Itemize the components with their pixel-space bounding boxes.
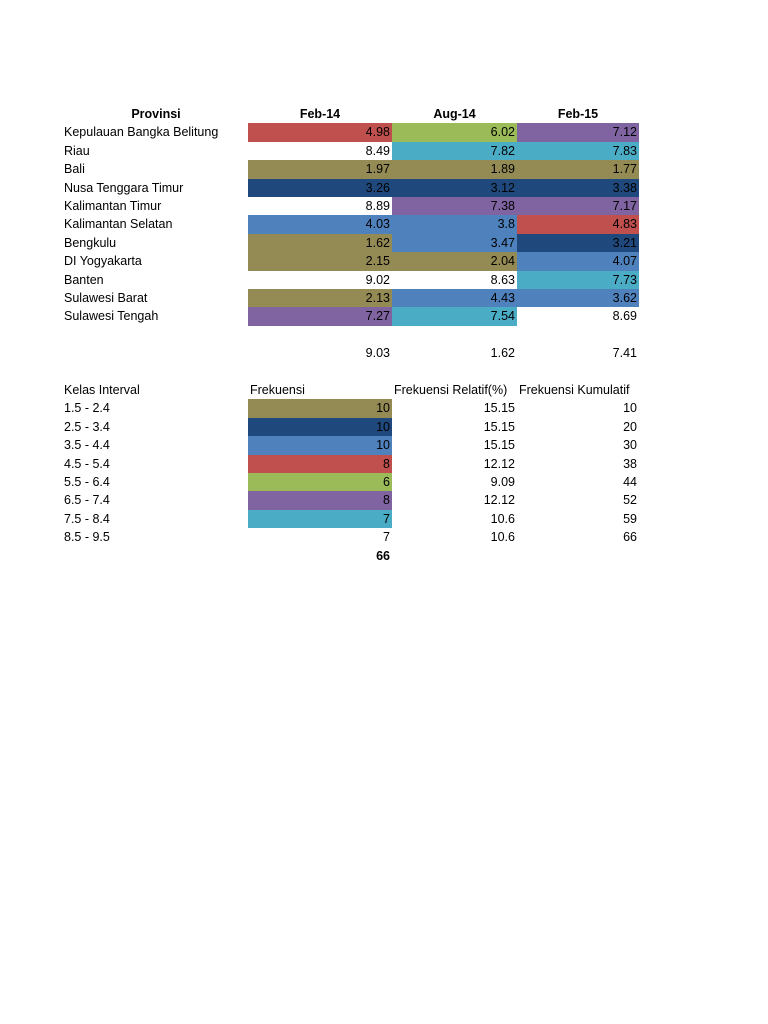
value-feb14: 4.03 bbox=[248, 215, 392, 233]
relative-frequency-value: 9.09 bbox=[490, 474, 515, 489]
value-aug14: 7.82 bbox=[392, 142, 517, 160]
value-feb15: 7.12 bbox=[517, 123, 639, 141]
value-aug14: 3.47 bbox=[392, 234, 517, 252]
value-feb14: 1.97 bbox=[248, 160, 392, 178]
province-name: Banten bbox=[64, 272, 104, 287]
province-name: Bali bbox=[64, 162, 85, 177]
value-feb14: 8.49 bbox=[365, 143, 390, 158]
header-frekuensi-kumulatif: Frekuensi Kumulatif bbox=[519, 383, 630, 397]
value-feb14: 2.15 bbox=[248, 252, 392, 270]
frequency-value: 7 bbox=[383, 530, 390, 545]
value-feb14: 1.62 bbox=[248, 234, 392, 252]
value-feb15: 3.21 bbox=[517, 234, 639, 252]
province-name: Kalimantan Timur bbox=[64, 198, 162, 213]
summary-label bbox=[62, 344, 248, 362]
header-frekuensi: Frekuensi bbox=[250, 383, 305, 397]
value-aug14: 1.89 bbox=[392, 160, 517, 178]
value-feb15: 7.73 bbox=[517, 271, 639, 289]
summary-feb15: 7.41 bbox=[612, 346, 637, 361]
value-feb15: 8.69 bbox=[612, 309, 637, 324]
frequency-value: 10 bbox=[248, 418, 392, 436]
interval-label: 4.5 - 5.4 bbox=[64, 456, 110, 471]
cumulative-frequency-value: 30 bbox=[623, 438, 637, 453]
frequency-value: 8 bbox=[248, 491, 392, 509]
interval-label: 8.5 - 9.5 bbox=[64, 530, 110, 545]
interval-label: 6.5 - 7.4 bbox=[64, 493, 110, 508]
value-aug14: 3.12 bbox=[392, 179, 517, 197]
frequency-value: 10 bbox=[248, 436, 392, 454]
value-feb15: 3.38 bbox=[517, 179, 639, 197]
value-aug14: 8.63 bbox=[490, 272, 515, 287]
value-feb15: 7.17 bbox=[517, 197, 639, 215]
province-name: Sulawesi Tengah bbox=[64, 309, 159, 324]
cumulative-frequency-value: 59 bbox=[623, 511, 637, 526]
province-name: Riau bbox=[64, 143, 90, 158]
frequency-value: 10 bbox=[248, 399, 392, 417]
header-frekuensi-relatif: Frekuensi Relatif(%) bbox=[394, 383, 508, 397]
interval-label: 1.5 - 2.4 bbox=[64, 401, 110, 416]
value-feb15: 4.83 bbox=[517, 215, 639, 233]
value-feb14: 2.13 bbox=[248, 289, 392, 307]
value-aug14: 7.54 bbox=[392, 307, 517, 325]
value-feb15: 3.62 bbox=[517, 289, 639, 307]
relative-frequency-value: 12.12 bbox=[483, 456, 515, 471]
total-label bbox=[62, 547, 248, 565]
interval-label: 5.5 - 6.4 bbox=[64, 474, 110, 489]
value-aug14: 4.43 bbox=[392, 289, 517, 307]
value-aug14: 7.38 bbox=[392, 197, 517, 215]
header-feb14: Feb-14 bbox=[299, 107, 341, 121]
header-provinsi: Provinsi bbox=[131, 107, 181, 121]
interval-label: 2.5 - 3.4 bbox=[64, 419, 110, 434]
value-feb14: 7.27 bbox=[248, 307, 392, 325]
relative-frequency-value: 12.12 bbox=[483, 493, 515, 508]
province-name: Kalimantan Selatan bbox=[64, 217, 173, 232]
province-name: Kepulauan Bangka Belitung bbox=[64, 125, 219, 140]
value-feb15: 4.07 bbox=[517, 252, 639, 270]
frequency-value: 6 bbox=[248, 473, 392, 491]
cumulative-frequency-value: 38 bbox=[623, 456, 637, 471]
relative-frequency-value: 10.6 bbox=[490, 530, 515, 545]
interval-label: 3.5 - 4.4 bbox=[64, 438, 110, 453]
header-aug14: Aug-14 bbox=[433, 107, 476, 121]
summary-feb14: 9.03 bbox=[365, 346, 390, 361]
value-feb15: 1.77 bbox=[517, 160, 639, 178]
relative-frequency-value: 10.6 bbox=[490, 511, 515, 526]
province-name: DI Yogyakarta bbox=[64, 254, 142, 269]
relative-frequency-value: 15.15 bbox=[483, 419, 515, 434]
value-feb14: 4.98 bbox=[248, 123, 392, 141]
value-aug14: 6.02 bbox=[392, 123, 517, 141]
total-frequency: 66 bbox=[376, 548, 390, 563]
summary-aug14: 1.62 bbox=[490, 346, 515, 361]
value-feb14: 9.02 bbox=[365, 272, 390, 287]
cumulative-frequency-value: 66 bbox=[623, 530, 637, 545]
value-feb15: 7.83 bbox=[517, 142, 639, 160]
frequency-value: 7 bbox=[248, 510, 392, 528]
value-feb14: 3.26 bbox=[248, 179, 392, 197]
province-name: Bengkulu bbox=[64, 235, 117, 250]
frequency-value: 8 bbox=[248, 455, 392, 473]
header-feb15: Feb-15 bbox=[557, 107, 599, 121]
cumulative-frequency-value: 20 bbox=[623, 419, 637, 434]
province-name: Sulawesi Barat bbox=[64, 290, 148, 305]
value-aug14: 2.04 bbox=[392, 252, 517, 270]
province-name: Nusa Tenggara Timur bbox=[64, 180, 184, 195]
relative-frequency-value: 15.15 bbox=[483, 401, 515, 416]
relative-frequency-value: 15.15 bbox=[483, 438, 515, 453]
header-kelas-interval: Kelas Interval bbox=[64, 383, 140, 397]
cumulative-frequency-value: 44 bbox=[623, 474, 637, 489]
cumulative-frequency-value: 52 bbox=[623, 493, 637, 508]
cumulative-frequency-value: 10 bbox=[623, 401, 637, 416]
value-aug14: 3.8 bbox=[392, 215, 517, 233]
interval-label: 7.5 - 8.4 bbox=[64, 511, 110, 526]
value-feb14: 8.89 bbox=[365, 198, 390, 213]
